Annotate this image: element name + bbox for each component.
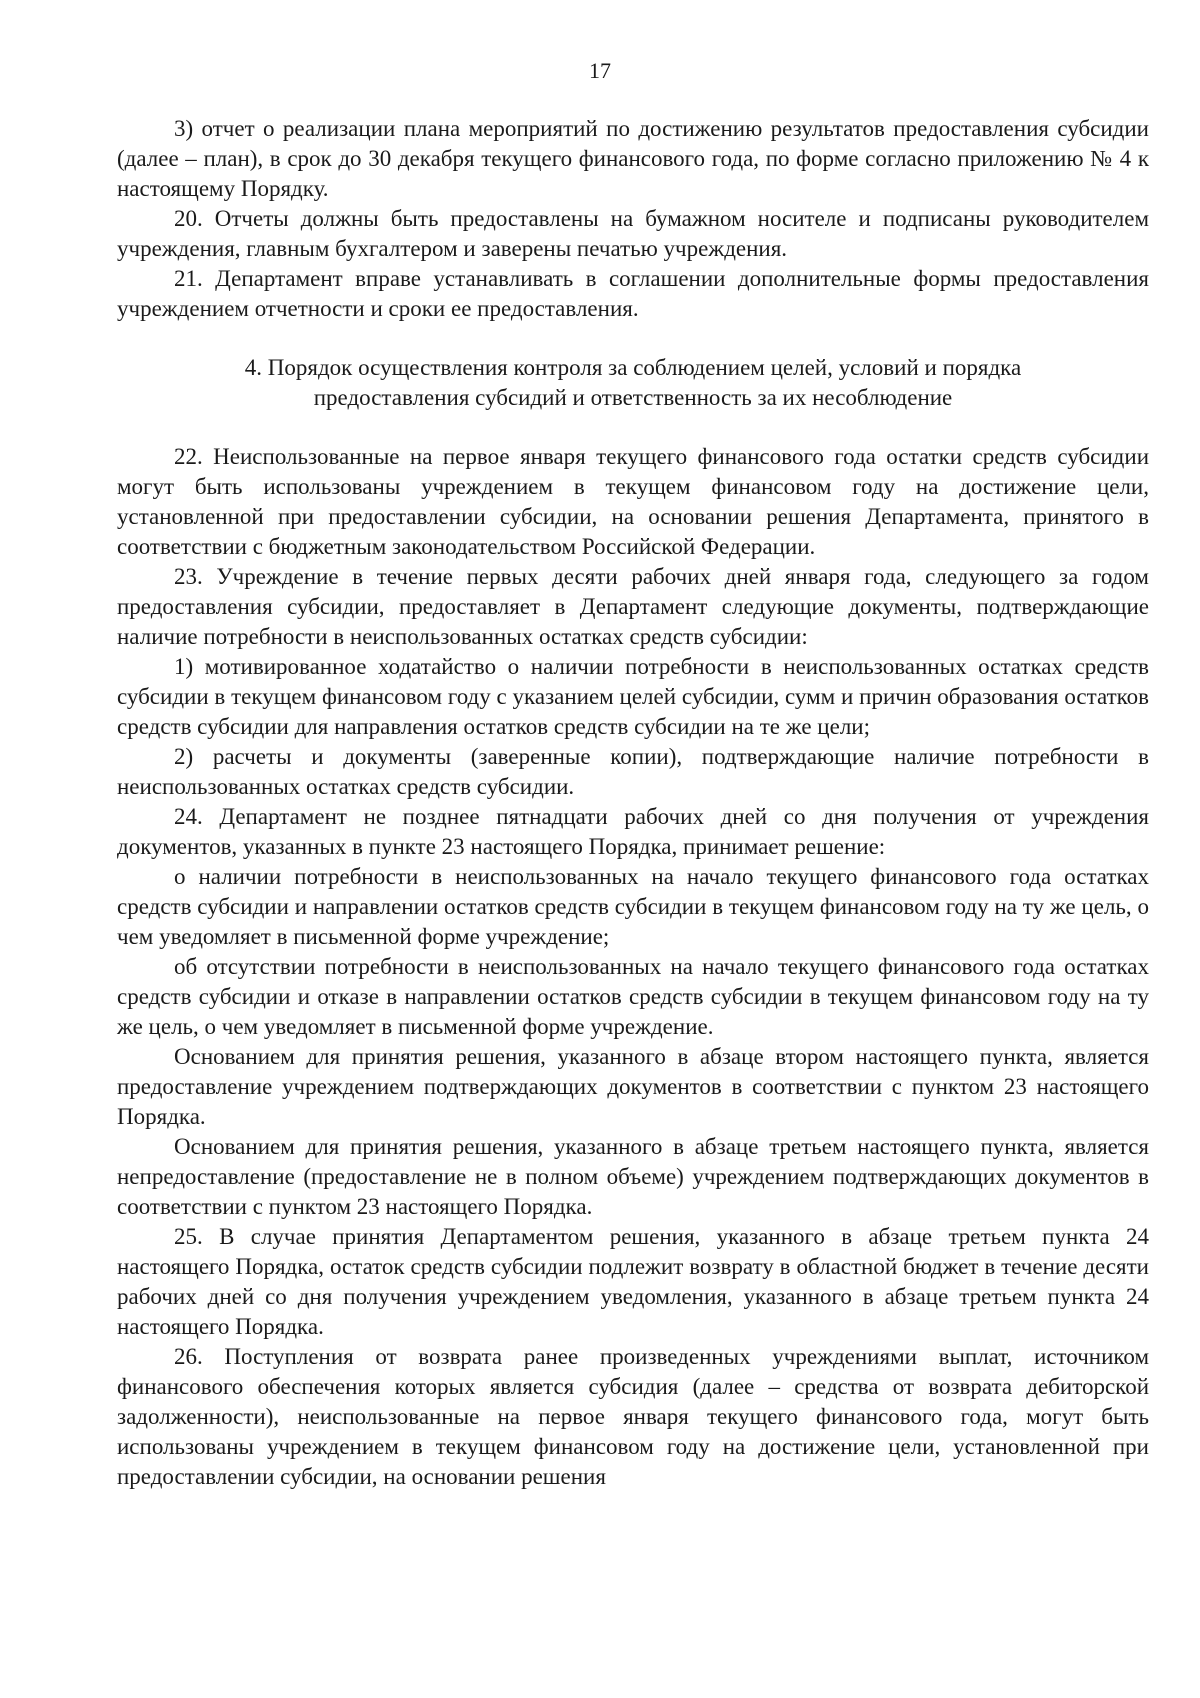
page-number: 17 — [589, 58, 611, 83]
paragraph-20: 20. Отчеты должны быть предоставлены на бумажном носителе и подписаны руководителем учреждения, главным бухгалтером и заверены печатью учреждения. — [117, 206, 1149, 261]
paragraph-item-3: 3) отчет о реализации плана мероприятий по достижению результатов предоставления субсидии (далее – план), в срок до 30 декабря текущего финансового года, по форме согласно приложению № 4 к настоящему Порядку. — [117, 116, 1149, 201]
paragraph-23-item-2: 2) расчеты и документы (заверенные копии), подтверждающие наличие потребности в неиспользованных остатках средств субсидии. — [117, 744, 1149, 799]
section-heading-line-1: 4. Порядок осуществления контроля за соблюдением целей, условий и порядка — [244, 355, 1022, 380]
paragraph-21: 21. Департамент вправе устанавливать в соглашении дополнительные формы предоставления учреждением отчетности и сроки ее предоставления. — [117, 266, 1149, 321]
paragraph-24-option-need: о наличии потребности в неиспользованных на начало текущего финансового года остатках средств субсидии и направлении остатков средств субсидии в текущем финансовом году на ту же цель, о чем уведомляет в письменной форме учреждение; — [117, 864, 1149, 949]
document-body — [117, 114, 1149, 1492]
paragraph-24: 24. Департамент не позднее пятнадцати рабочих дней со дня получения от учреждения документов, указанных в пункте 23 настоящего Порядка, принимает решение: — [117, 804, 1149, 859]
paragraph-23-item-1: 1) мотивированное ходатайство о наличии потребности в неиспользованных остатках средств субсидии в текущем финансовом году с указанием целей субсидии, сумм и причин образования остатков средств субсидии для направления остатков средств субсидии на те же цели; — [117, 654, 1149, 739]
paragraph-24-basis-second: Основанием для принятия решения, указанного в абзаце втором настоящего пункта, является предоставление учреждением подтверждающих документов в соответствии с пунктом 23 настоящего Порядка. — [117, 1044, 1149, 1129]
section-heading-line-2: предоставления субсидий и ответственность за их несоблюдение — [313, 385, 953, 410]
section-heading — [117, 324, 1149, 442]
paragraph-23: 23. Учреждение в течение первых десяти рабочих дней января года, следующего за годом предоставления субсидии, предоставляет в Департамент следующие документы, подтверждающие наличие потребности в неиспользованных остатках средств субсидии: — [117, 564, 1149, 649]
paragraph-24-option-no-need: об отсутствии потребности в неиспользованных на начало текущего финансового года остатках средств субсидии и отказе в направлении остатков средств субсидии в текущем финансовом году на ту же цель, о чем уведомляет в письменной форме учреждение. — [117, 954, 1149, 1039]
paragraph-24-basis-third: Основанием для принятия решения, указанного в абзаце третьем настоящего пункта, является непредоставление (предоставление не в полном объеме) учреждением подтверждающих документов в соответствии с пунктом 23 настоящего Порядка. — [117, 1134, 1149, 1219]
paragraph-26: 26. Поступления от возврата ранее произведенных учреждениями выплат, источником финансового обеспечения которых является субсидия (далее – средства от возврата дебиторской задолженности), неиспользованные на первое января текущего финансового года, могут быть использованы учреждением в текущем финансовом году на достижение цели, установленной при предоставлении субсидии, на основании решения — [117, 1344, 1149, 1489]
paragraph-25: 25. В случае принятия Департаментом решения, указанного в абзаце третьем пункта 24 настоящего Порядка, остаток средств субсидии подлежит возврату в областной бюджет в течение десяти рабочих дней со дня получения учреждением уведомления, указанного в абзаце третьем пункта 24 настоящего Порядка. — [117, 1224, 1149, 1339]
paragraph-22: 22. Неиспользованные на первое января текущего финансового года остатки средств субсидии могут быть использованы учреждением в текущем финансовом году на достижение цели, установленной при предоставлении субсидии, на основании решения Департамента, принятого в соответствии с бюджетным законодательством Российской Федерации. — [117, 444, 1149, 559]
